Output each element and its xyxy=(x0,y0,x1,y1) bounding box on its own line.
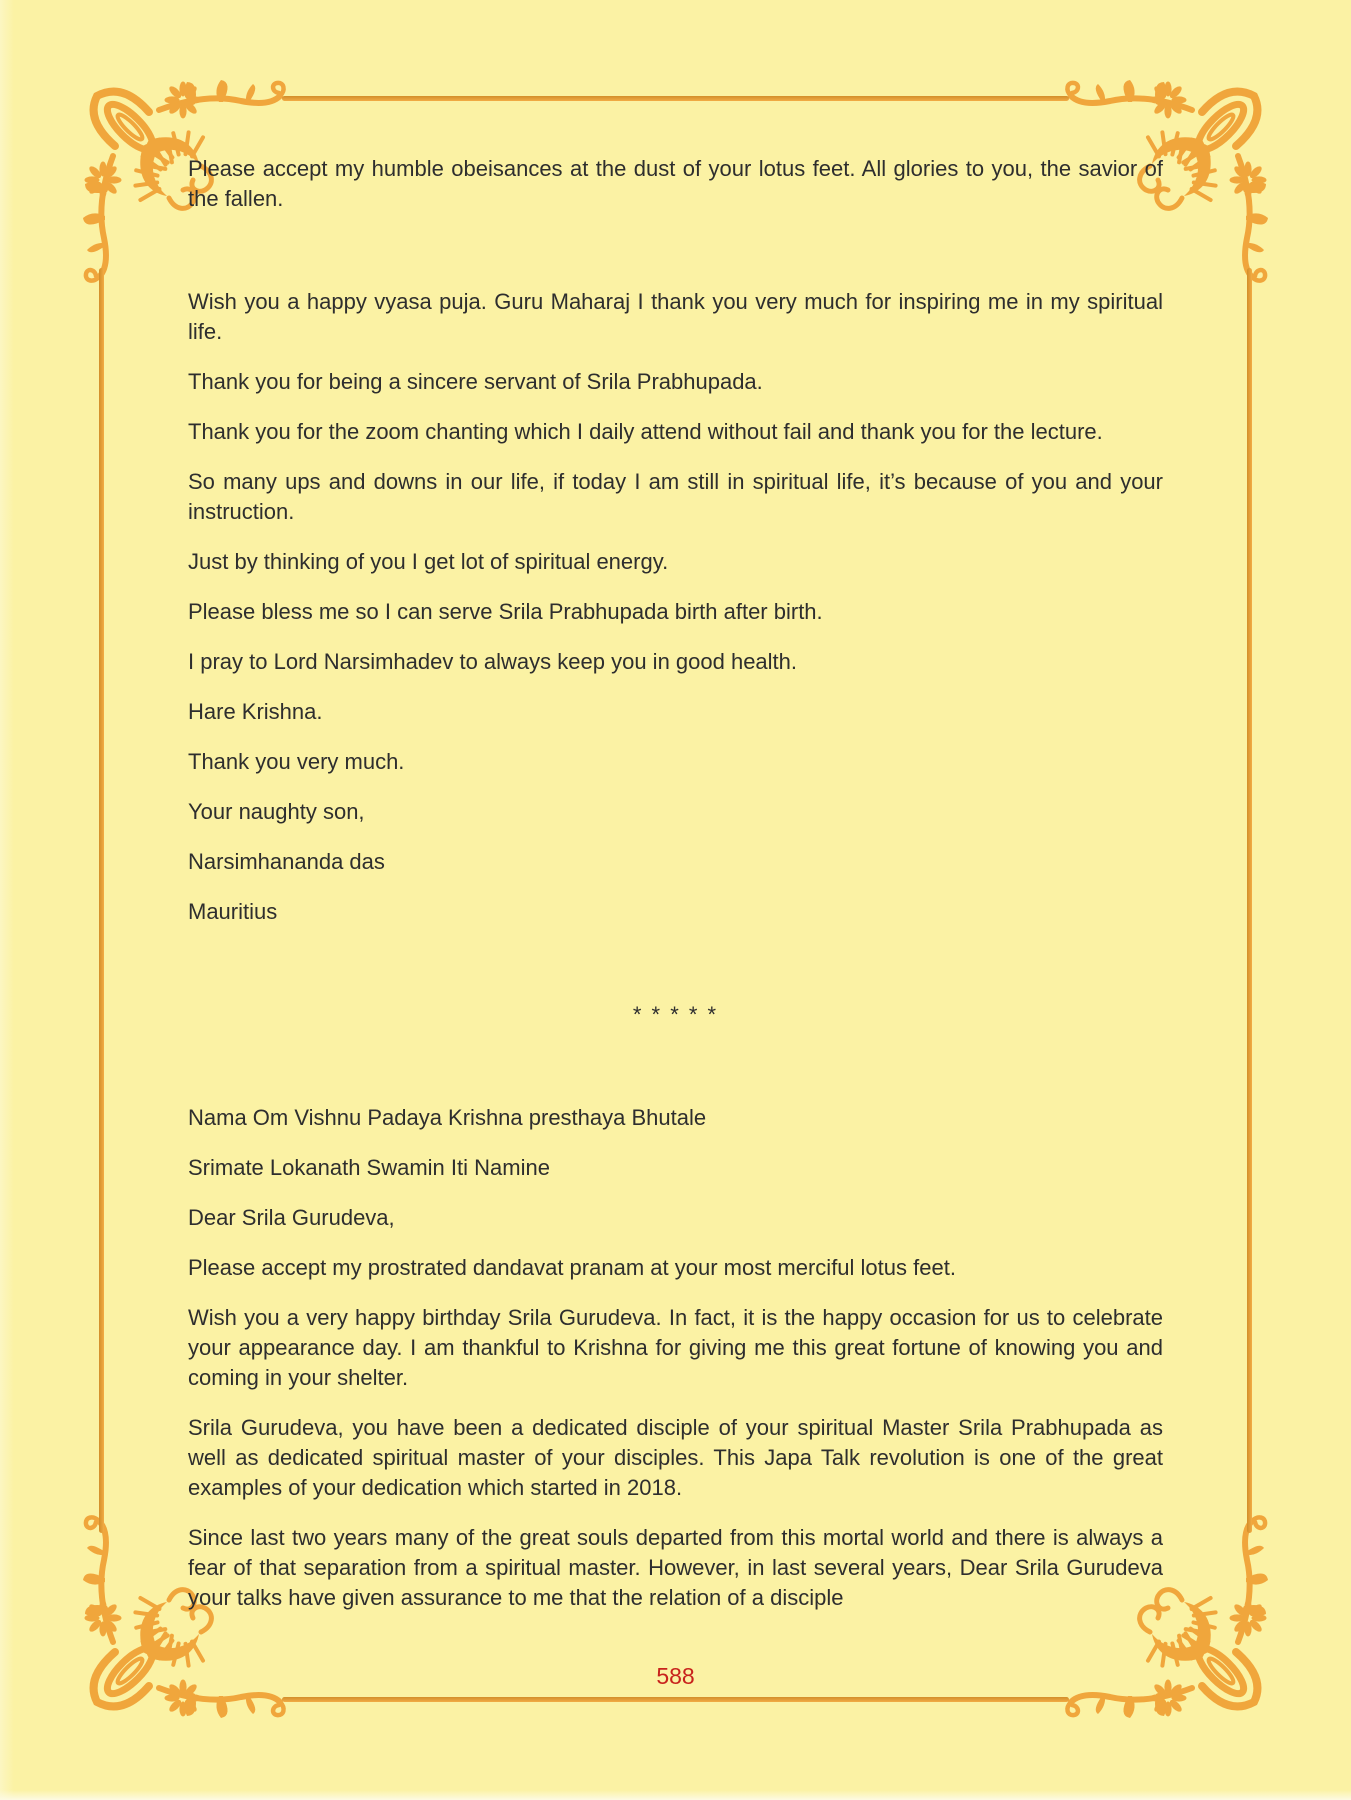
paragraph: Hare Krishna. xyxy=(188,699,323,724)
paragraph: Thank you for the zoom chanting which I daily attend without fail and thank you for the lecture. xyxy=(188,419,1103,444)
border-line-top xyxy=(282,96,1069,101)
paragraph: Please accept my humble obeisances at the dust of your lotus feet. All glories to you, the savior of the fallen. xyxy=(188,156,1163,211)
paragraph: Srimate Lokanath Swamin Iti Namine xyxy=(188,1155,550,1180)
paragraph: Mauritius xyxy=(188,899,278,924)
paragraph: I pray to Lord Narsimhadev to always keep you in good health. xyxy=(188,649,798,674)
paragraph: Nama Om Vishnu Padaya Krishna presthaya Bhutale xyxy=(188,1105,707,1130)
border-line-right xyxy=(1247,268,1252,1533)
letter-2 xyxy=(188,1103,1163,1613)
paragraph: Since last two years many of the great souls departed from this mortal world and there is always a fear of that separation from a spiritual master. However, in last several years, Dear Srila Gurudeva your talks have given assurance to me that the relation of a disciple xyxy=(188,1525,1163,1610)
paragraph: So many ups and downs in our life, if today I am still in spiritual life, it’s because of you and your instruction. xyxy=(188,469,1163,524)
paragraph: Your naughty son, xyxy=(188,799,365,824)
paragraph: Narsimhananda das xyxy=(188,849,385,874)
border-line-bottom xyxy=(282,1697,1069,1702)
paragraph: Thank you for being a sincere servant of Srila Prabhupada. xyxy=(188,369,763,394)
paragraph: Just by thinking of you I get lot of spiritual energy. xyxy=(188,549,669,574)
letter-1 xyxy=(188,154,1163,927)
border-line-left xyxy=(99,268,104,1533)
paragraph: Wish you a happy vyasa puja. Guru Maharaj I thank you very much for inspiring me in my spiritual life. xyxy=(188,289,1163,344)
paragraph: Please bless me so I can serve Srila Prabhupada birth after birth. xyxy=(188,599,823,624)
paragraph: Please accept my prostrated dandavat pranam at your most merciful lotus feet. xyxy=(188,1255,956,1280)
section-separator: * * * * * xyxy=(632,1002,719,1027)
page-number: 588 xyxy=(656,1663,695,1689)
paragraph: Thank you very much. xyxy=(188,749,405,774)
paragraph: Wish you a very happy birthday Srila Gurudeva. In fact, it is the happy occasion for us to celebrate your appearance day. I am thankful to Krishna for giving me this great fortune of knowing you and coming in your shelter. xyxy=(188,1305,1163,1390)
paragraph: Dear Srila Gurudeva, xyxy=(188,1205,395,1230)
paragraph: Srila Gurudeva, you have been a dedicated disciple of your spiritual Master Srila Prabhupada as well as dedicated spiritual master of your disciples. This Japa Talk revolution is one of the great examples of your dedication which started in 2018. xyxy=(188,1415,1163,1500)
letters-column xyxy=(188,154,1163,1633)
